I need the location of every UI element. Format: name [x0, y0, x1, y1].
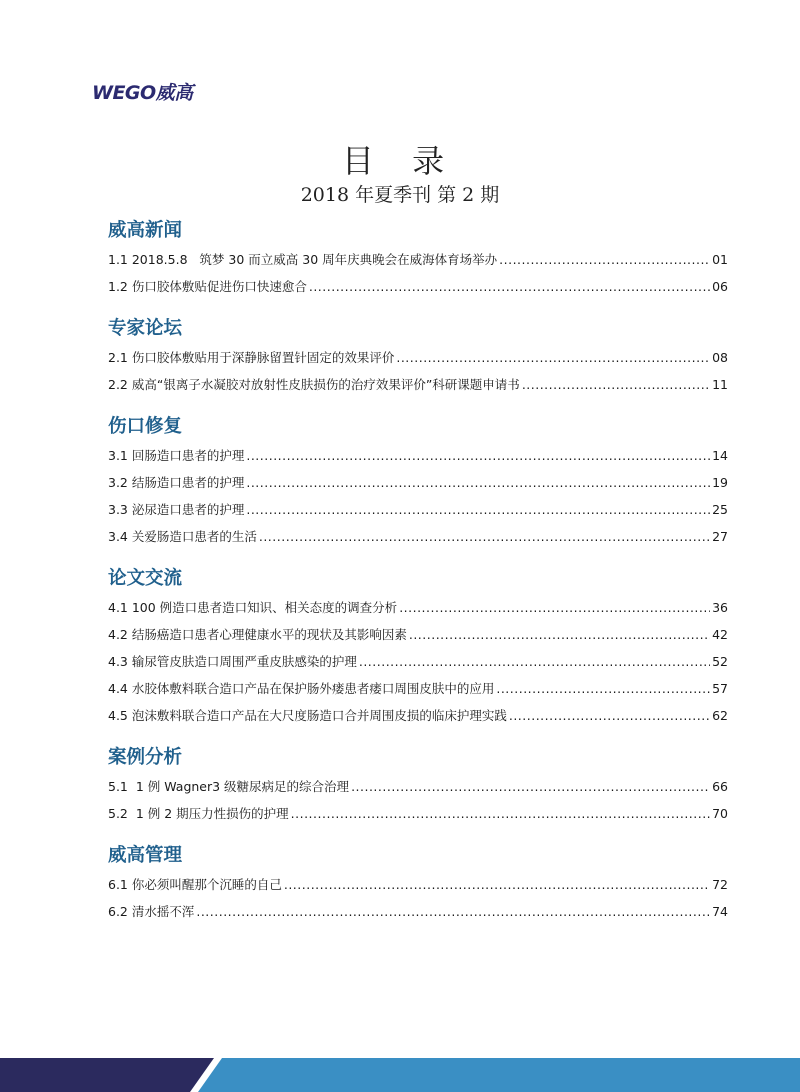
dot-leader — [291, 800, 710, 827]
table-of-contents — [108, 216, 728, 939]
toc-entry-title: 3.3 泌尿造口患者的护理 — [108, 502, 245, 517]
toc-entry[interactable] — [108, 648, 728, 675]
toc-entry[interactable] — [108, 898, 728, 925]
toc-entry[interactable] — [108, 496, 728, 523]
toc-entry[interactable] — [108, 344, 728, 371]
dot-leader — [496, 675, 710, 702]
toc-section — [108, 564, 728, 729]
toc-entry-title: 4.3 输尿管皮肤造口周围严重皮肤感染的护理 — [108, 654, 357, 669]
dot-leader — [522, 371, 710, 398]
dot-leader — [399, 594, 710, 621]
toc-entry-page: 36 — [712, 600, 728, 615]
toc-entry-page: 14 — [712, 448, 728, 463]
toc-entry-title: 1.2 伤口胶体敷贴促进伤口快速愈合 — [108, 279, 307, 294]
dot-leader — [409, 621, 710, 648]
toc-section — [108, 412, 728, 550]
toc-entry-page: 74 — [712, 904, 728, 919]
toc-entry-page: 62 — [712, 708, 728, 723]
toc-entry-page: 01 — [712, 252, 728, 267]
toc-entry[interactable] — [108, 523, 728, 550]
toc-entry-page: 11 — [712, 377, 728, 392]
dot-leader — [351, 773, 710, 800]
toc-entry-page: 72 — [712, 877, 728, 892]
footer-color-bar — [0, 1058, 800, 1092]
issue-subtitle: 2018 年夏季刊 第 2 期 — [300, 184, 500, 206]
dot-leader — [259, 523, 710, 550]
toc-section — [108, 314, 728, 398]
section-title: 案例分析 — [108, 747, 183, 768]
toc-entry[interactable] — [108, 621, 728, 648]
dot-leader — [396, 344, 710, 371]
toc-entry-page: 27 — [712, 529, 728, 544]
toc-entry-page: 57 — [712, 681, 728, 696]
toc-section — [108, 841, 728, 925]
section-title: 专家论坛 — [108, 318, 183, 339]
toc-entry-page: 52 — [712, 654, 728, 669]
toc-entry[interactable] — [108, 371, 728, 398]
toc-entry[interactable] — [108, 594, 728, 621]
toc-entry-page: 19 — [712, 475, 728, 490]
toc-entry[interactable] — [108, 442, 728, 469]
toc-entry-title: 2.2 威高“银离子水凝胶对放射性皮肤损伤的治疗效果评价”科研课题申请书 — [108, 377, 520, 392]
toc-entry[interactable] — [108, 469, 728, 496]
toc-entry[interactable] — [108, 273, 728, 300]
toc-entry[interactable] — [108, 773, 728, 800]
footer-bar-dark — [0, 1058, 214, 1092]
toc-entry-title: 6.2 清水摇不浑 — [108, 904, 195, 919]
toc-entry-page: 70 — [712, 806, 728, 821]
toc-entry-title: 6.1 你必须叫醒那个沉睡的自己 — [108, 877, 282, 892]
dot-leader — [196, 898, 710, 925]
toc-entry-page: 06 — [712, 279, 728, 294]
toc-entry[interactable] — [108, 702, 728, 729]
toc-entry-title: 4.4 水胶体敷料联合造口产品在保护肠外瘘患者瘘口周围皮肤中的应用 — [108, 681, 495, 696]
wego-logo: WEGO威高 — [92, 82, 193, 104]
dot-leader — [509, 702, 710, 729]
toc-entry-title: 4.2 结肠癌造口患者心理健康水平的现状及其影响因素 — [108, 627, 407, 642]
toc-entry-title: 3.4 关爱肠造口患者的生活 — [108, 529, 257, 544]
section-title: 威高管理 — [108, 845, 183, 866]
toc-entry-page: 25 — [712, 502, 728, 517]
toc-entry[interactable] — [108, 246, 728, 273]
toc-entry-page: 08 — [712, 350, 728, 365]
toc-entry[interactable] — [108, 800, 728, 827]
toc-entry-title: 4.1 100 例造口患者造口知识、相关态度的调查分析 — [108, 600, 398, 615]
toc-entry-title: 4.5 泡沫敷料联合造口产品在大尺度肠造口合并周围皮损的临床护理实践 — [108, 708, 507, 723]
toc-entry-title: 5.1 1 例 Wagner3 级糖尿病足的综合治理 — [108, 779, 350, 794]
toc-entry-title: 5.2 1 例 2 期压力性损伤的护理 — [108, 806, 289, 821]
page-title: 目 录 — [341, 142, 459, 180]
toc-section — [108, 216, 728, 300]
toc-entry-page: 42 — [712, 627, 728, 642]
toc-entry[interactable] — [108, 871, 728, 898]
dot-leader — [359, 648, 710, 675]
dot-leader — [309, 273, 710, 300]
footer-bar-light — [198, 1058, 800, 1092]
toc-entry-page: 66 — [712, 779, 728, 794]
dot-leader — [246, 496, 710, 523]
dot-leader — [246, 442, 710, 469]
section-title: 威高新闻 — [108, 220, 183, 241]
dot-leader — [284, 871, 710, 898]
section-title: 伤口修复 — [108, 416, 183, 437]
dot-leader — [499, 246, 710, 273]
dot-leader — [246, 469, 710, 496]
toc-entry-title: 1.1 2018.5.8 筑梦 30 而立威高 30 周年庆典晚会在威海体育场举办 — [108, 252, 498, 267]
toc-entry-title: 2.1 伤口胶体敷贴用于深静脉留置针固定的效果评价 — [108, 350, 395, 365]
toc-section — [108, 743, 728, 827]
toc-entry[interactable] — [108, 675, 728, 702]
toc-entry-title: 3.1 回肠造口患者的护理 — [108, 448, 245, 463]
section-title: 论文交流 — [108, 568, 183, 589]
toc-entry-title: 3.2 结肠造口患者的护理 — [108, 475, 245, 490]
